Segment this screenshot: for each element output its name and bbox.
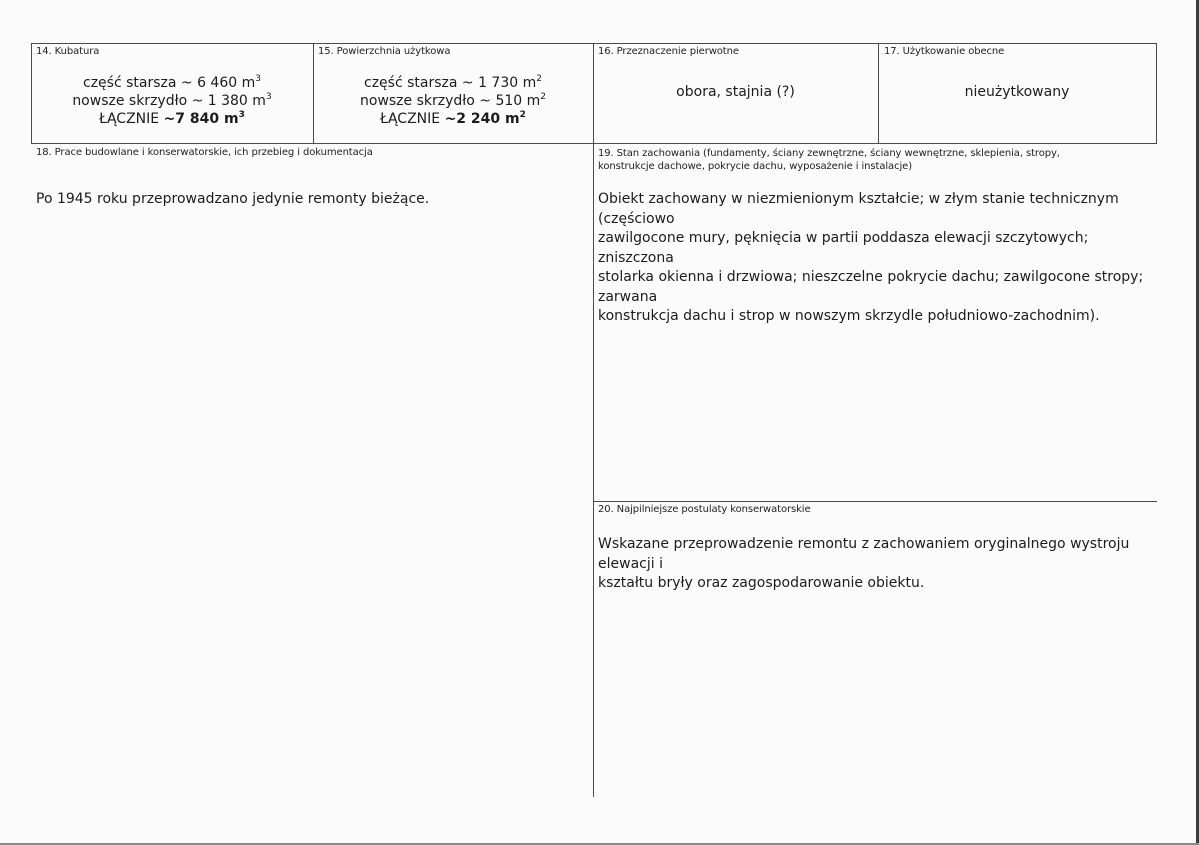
section20-top-border — [593, 501, 1157, 502]
section19-label-line2: konstrukcje dachowe, pokrycie dachu, wyposażenie i instalacje) — [598, 161, 913, 172]
section20-text-line: kształtu bryły oraz zagospodarowanie obiektu. — [598, 575, 925, 591]
section14-line2: nowsze skrzydło ~ 1 380 $m^3$ — [72, 92, 272, 109]
section19-text-line: konstrukcja dachu i strop w nowszym skrzydle południowo-zachodnim). — [598, 308, 1100, 324]
section14-total: ŁĄCZNIE ~7 840 $m^3$ — [99, 110, 245, 127]
section15-label: 15. Powierzchnia użytkowa — [318, 46, 451, 57]
section19-text — [598, 190, 1154, 327]
section20-text-line: Wskazane przeprowadzenie remontu z zachowaniem oryginalnego wystroju elewacji i — [598, 536, 1130, 572]
section14-line1: część starsza ~ 6 460 $m^3$ — [83, 74, 261, 91]
section15-line1: część starsza ~ 1 730 $m^2$ — [364, 74, 542, 91]
section19-text-line: Obiekt zachowany w niezmienionym kształcie; w złym stanie technicznym (częściowo — [598, 191, 1119, 227]
section18-label: 18. Prace budowlane i konserwatorskie, ich przebieg i dokumentacja — [36, 147, 373, 158]
divider-center — [593, 43, 594, 797]
section16-value: obora, stajnia (?) — [676, 84, 795, 100]
section15-values — [313, 74, 593, 128]
section18-text: Po 1945 roku przeprowadzano jedynie remonty bieżące. — [36, 191, 430, 207]
section19-text-line: zawilgocone mury, pęknięcia w partii poddasza elewacji szczytowych; zniszczona — [598, 230, 1089, 266]
section17-value: nieużytkowany — [964, 84, 1070, 100]
section15-line2: nowsze skrzydło ~ 510 $m^2$ — [360, 92, 546, 109]
section15-total: ŁĄCZNIE ~2 240 $m^2$ — [380, 110, 526, 127]
section14-values — [31, 74, 313, 128]
section20-text — [598, 535, 1154, 594]
section19-label-line1: 19. Stan zachowania (fundamenty, ściany zewnętrzne, ściany wewnętrzne, sklepienia, stropy, — [598, 148, 1060, 159]
section20-label: 20. Najpilniejsze postulaty konserwatorskie — [598, 504, 811, 515]
section16-label: 16. Przeznaczenie pierwotne — [598, 46, 739, 57]
section19-text-line: stolarka okienna i drzwiowa; nieszczelne pokrycie dachu; zawilgocone stropy; zarwana — [598, 269, 1144, 305]
section17-label: 17. Użytkowanie obecne — [884, 46, 1005, 57]
right-border — [1156, 43, 1157, 144]
row1-bottom-border — [31, 143, 1157, 144]
table-top-border — [31, 43, 1157, 44]
section14-label: 14. Kubatura — [36, 46, 100, 57]
